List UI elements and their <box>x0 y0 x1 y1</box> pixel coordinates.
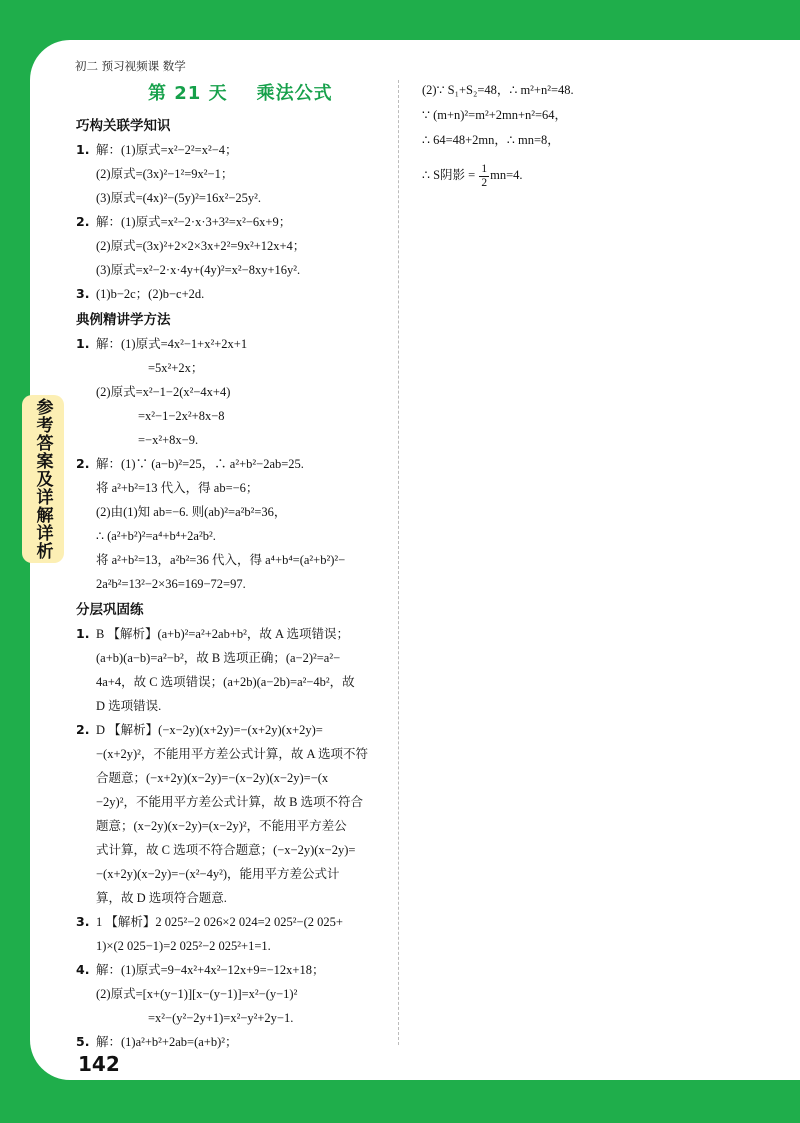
answer-line: =x²−(y²−2y+1)=x²−y²+2y−1. <box>148 1011 294 1025</box>
answer-line <box>76 910 394 934</box>
answer-line: ∵ (m+n)²=m²+2mn+n²=64， <box>422 108 568 122</box>
answer-line: =−x²+8x−9. <box>138 433 199 447</box>
side-tab <box>22 395 64 563</box>
answer-line: (3)原式=(4x)²−(5y)²=16x²−25y². <box>96 191 262 205</box>
question-number: 3. <box>76 286 90 301</box>
answer-line: ∴ (a²+b²)²=a⁴+b⁴+2a²b². <box>96 529 216 543</box>
answer-line: 1)×(2 025−1)=2 025²−2 025²+1=1. <box>96 939 271 953</box>
answer-line: 2a²b²=13²−2×36=169−72=97. <box>96 577 246 591</box>
left-column <box>76 112 394 1054</box>
answer-line: 合题意；(−x+2y)(x−2y)=−(x−2y)(x−2y)=−(x <box>96 771 329 785</box>
answer-line <box>76 452 394 476</box>
answer-line <box>76 1030 394 1054</box>
book-label: 初二 预习视频课 数学 <box>75 59 186 73</box>
answer-line: (2)原式=(3x)²−1²=9x²−1； <box>96 167 234 181</box>
answer-line: −2y)²，不能用平方差公式计算，故 B 选项不符合 <box>96 795 364 809</box>
answer-line <box>76 622 394 646</box>
answer-text: 1 【解析】2 025²−2 026×2 024=2 025²−(2 025+ <box>96 915 343 929</box>
answer-line: =x²−1−2x²+8x−8 <box>138 409 225 423</box>
answer-line <box>76 210 394 234</box>
column-divider <box>398 80 399 1045</box>
question-number: 1. <box>76 336 90 351</box>
answer-text: 解：(1)∵ (a−b)²=25，∴ a²+b²−2ab=25. <box>96 457 304 471</box>
answer-line: (2)由(1)知 ab=−6. 则(ab)²=a²b²=36， <box>96 505 287 519</box>
answer-line: ∴ 64=48+2mn，∴ mn=8， <box>422 133 560 147</box>
question-number: 1. <box>76 626 90 641</box>
right-column <box>422 78 782 197</box>
answer-line <box>76 958 394 982</box>
question-number: 2. <box>76 456 90 471</box>
answer-text: 解：(1)原式=x²−2²=x²−4； <box>96 143 238 157</box>
question-number: 4. <box>76 962 90 977</box>
answer-line: −(x+2y)(x−2y)=−(x²−4y²)，能用平方差公式计 <box>96 867 340 881</box>
answer-line <box>76 282 394 306</box>
answer-line: 将 a²+b²=13，a²b²=36 代入，得 a⁴+b⁴=(a²+b²)²− <box>96 553 346 567</box>
answer-text: 解：(1)原式=4x²−1+x²+2x+1 <box>96 337 248 351</box>
page-number: 142 <box>78 1052 120 1076</box>
answer-line: (2)原式=[x+(y−1)][x−(y−1)]=x²−(y−1)² <box>96 987 298 1001</box>
answer-line <box>76 138 394 162</box>
answer-line: 4a+4，故 C 选项错误；(a+2b)(a−2b)=a²−4b²，故 <box>96 675 355 689</box>
answer-line: (2)原式=(3x)²+2×2×3x+2²=9x²+12x+4； <box>96 239 306 253</box>
answer-text: mn=4. <box>490 168 523 182</box>
answer-text: 解：(1)a²+b²+2ab=(a+b)²； <box>96 1035 238 1049</box>
question-number: 3. <box>76 914 90 929</box>
answer-line <box>76 332 394 356</box>
answer-line: =5x²+2x； <box>148 361 204 375</box>
question-number: 5. <box>76 1034 90 1049</box>
answer-text: D 【解析】(−x−2y)(x+2y)=−(x+2y)(x+2y)= <box>96 723 323 737</box>
question-number: 2. <box>76 214 90 229</box>
answer-text: B 【解析】(a+b)²=a²+2ab+b²，故 A 选项错误； <box>96 627 349 641</box>
shaded-area-label: ∴ S阴影 = <box>422 168 479 182</box>
section-title: 典例精讲学方法 <box>76 312 171 328</box>
side-tab-label: 参考答案及详解详析 <box>32 398 53 560</box>
fraction-numerator: 1 <box>481 162 488 175</box>
section-title: 分层巩固练 <box>76 602 144 618</box>
answer-line: (a+b)(a−b)=a²−b²，故 B 选项正确；(a−2)²=a²− <box>96 651 341 665</box>
answer-line: (2)∵ S₁+S₂=48，∴ m²+n²=48. <box>422 83 574 97</box>
answer-line: (3)原式=x²−2·x·4y+(4y)²=x²−8xy+16y². <box>96 263 301 277</box>
answer-line <box>76 718 394 742</box>
answer-line <box>422 153 782 197</box>
section-title: 巧构关联学知识 <box>76 118 171 134</box>
answer-text: (1)b−2c；(2)b−c+2d. <box>96 287 205 301</box>
answer-text: 解：(1)原式=9−4x²+4x²−12x+9=−12x+18； <box>96 963 325 977</box>
answer-text: 解：(1)原式=x²−2·x·3+3²=x²−6x+9； <box>96 215 292 229</box>
question-number: 2. <box>76 722 90 737</box>
answer-line: 题意；(x−2y)(x−2y)=(x−2y)²，不能用平方差公 <box>96 819 347 833</box>
day-title: 第 21 天 乘法公式 <box>148 83 333 104</box>
answer-line: 算，故 D 选项符合题意. <box>96 891 227 905</box>
answer-line: (2)原式=x²−1−2(x²−4x+4) <box>96 385 231 399</box>
answer-line: D 选项错误. <box>96 699 162 713</box>
answer-line: 将 a²+b²=13 代入，得 ab=−6； <box>96 481 259 495</box>
fraction <box>479 163 489 190</box>
fraction-denominator: 2 <box>481 176 488 189</box>
question-number: 1. <box>76 142 90 157</box>
answer-line: 式计算，故 C 选项不符合题意；(−x−2y)(x−2y)= <box>96 843 356 857</box>
answer-line: −(x+2y)²，不能用平方差公式计算，故 A 选项不符 <box>96 747 369 761</box>
